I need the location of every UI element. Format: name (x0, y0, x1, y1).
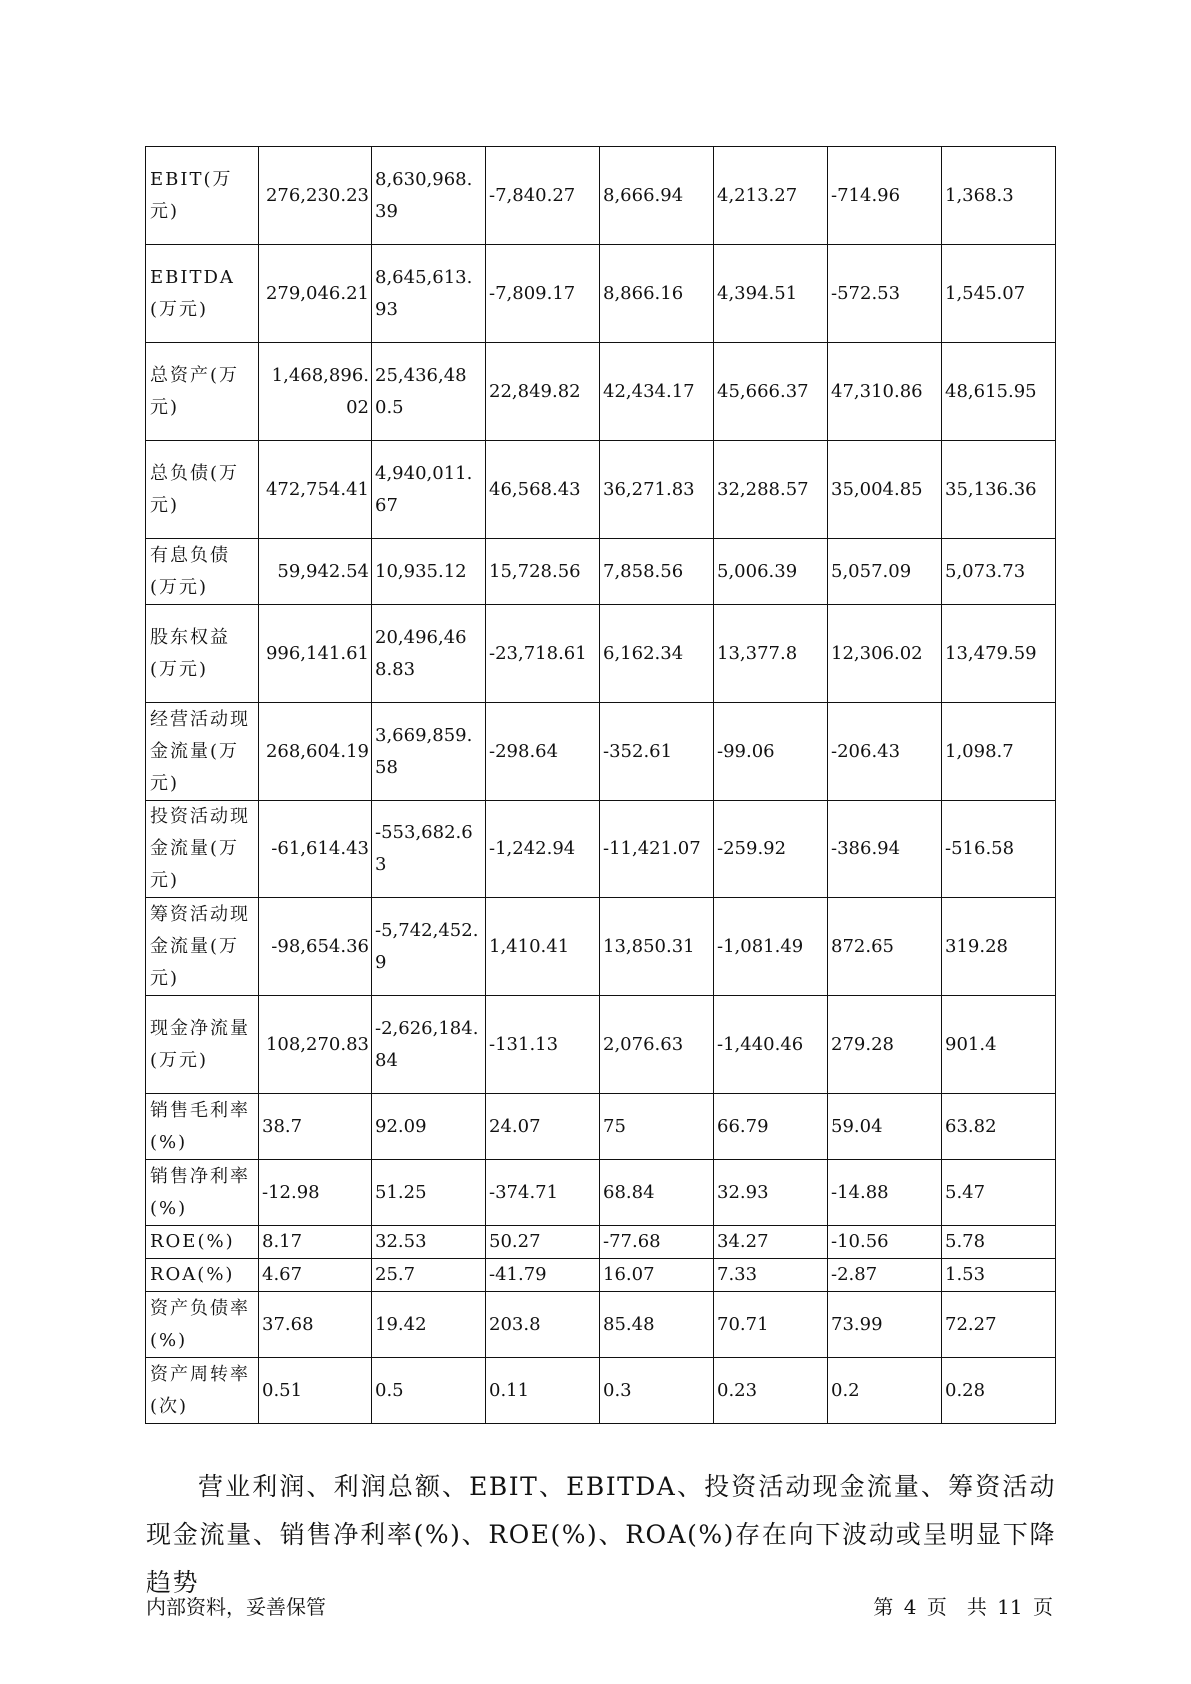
table-cell: -131.13 (486, 996, 600, 1094)
table-row (146, 1259, 1056, 1292)
table-cell: -77.68 (600, 1226, 714, 1259)
table-cell: 5.47 (942, 1160, 1056, 1226)
table-cell: 872.65 (828, 898, 942, 996)
table-cell: 19.42 (372, 1292, 486, 1358)
table-row (146, 245, 1056, 343)
table-cell: 203.8 (486, 1292, 600, 1358)
table-cell: 8,666.94 (600, 147, 714, 245)
table-cell: -714.96 (828, 147, 942, 245)
row-label: ROA(%) (146, 1259, 259, 1292)
table-cell: 8.17 (259, 1226, 372, 1259)
table-cell: 25.7 (372, 1259, 486, 1292)
table-row (146, 996, 1056, 1094)
table-cell: -41.79 (486, 1259, 600, 1292)
table-cell: 45,666.37 (714, 343, 828, 441)
table-cell: 59.04 (828, 1094, 942, 1160)
table-cell: 0.2 (828, 1358, 942, 1424)
table-cell: 10,935.12 (372, 539, 486, 605)
row-label: 总资产(万元) (146, 343, 259, 441)
row-label: 经营活动现金流量(万元) (146, 703, 259, 801)
table-cell: -386.94 (828, 801, 942, 898)
table-cell: 5,006.39 (714, 539, 828, 605)
table-cell: 0.23 (714, 1358, 828, 1424)
table-cell: 4,940,011.67 (372, 441, 486, 539)
table-cell: 4,213.27 (714, 147, 828, 245)
table-cell: 5.78 (942, 1226, 1056, 1259)
table-cell: -374.71 (486, 1160, 600, 1226)
row-label: 有息负债(万元) (146, 539, 259, 605)
table-cell: 996,141.61 (259, 605, 372, 703)
table-cell: 1,098.7 (942, 703, 1056, 801)
table-cell: 901.4 (942, 996, 1056, 1094)
table-cell: 32.53 (372, 1226, 486, 1259)
table-cell: 268,604.19 (259, 703, 372, 801)
table-cell: -12.98 (259, 1160, 372, 1226)
table-cell: 20,496,468.83 (372, 605, 486, 703)
table-row (146, 1358, 1056, 1424)
table-cell: -2,626,184.84 (372, 996, 486, 1094)
row-label: 销售毛利率(%) (146, 1094, 259, 1160)
table-cell: -61,614.43 (259, 801, 372, 898)
summary-paragraph: 营业利润、利润总额、EBIT、EBITDA、投资活动现金流量、筹资活动现金流量、销售净利率(%)、ROE(%)、ROA(%)存在向下波动或呈明显下降趋势 (146, 1472, 1056, 1597)
table-cell: -99.06 (714, 703, 828, 801)
table-cell: 35,004.85 (828, 441, 942, 539)
table-cell: 37.68 (259, 1292, 372, 1358)
row-label: 总负债(万元) (146, 441, 259, 539)
table-cell: -572.53 (828, 245, 942, 343)
table-cell: 32,288.57 (714, 441, 828, 539)
row-label: EBIT(万元) (146, 147, 259, 245)
table-cell: 35,136.36 (942, 441, 1056, 539)
table-cell: 63.82 (942, 1094, 1056, 1160)
row-label: 投资活动现金流量(万元) (146, 801, 259, 898)
table-cell: 1.53 (942, 1259, 1056, 1292)
table-cell: 47,310.86 (828, 343, 942, 441)
table-row (146, 343, 1056, 441)
table-cell: 25,436,480.5 (372, 343, 486, 441)
table-cell: 22,849.82 (486, 343, 600, 441)
table-cell: 0.5 (372, 1358, 486, 1424)
footer-confidential: 内部资料，妥善保管 (146, 1595, 326, 1619)
table-cell: 59,942.54 (259, 539, 372, 605)
row-label: 股东权益(万元) (146, 605, 259, 703)
table-cell: 32.93 (714, 1160, 828, 1226)
table-cell: 75 (600, 1094, 714, 1160)
table-cell: 7.33 (714, 1259, 828, 1292)
table-cell: 0.51 (259, 1358, 372, 1424)
table-cell: 42,434.17 (600, 343, 714, 441)
table-cell: -5,742,452.9 (372, 898, 486, 996)
table-cell: 68.84 (600, 1160, 714, 1226)
table-row (146, 1292, 1056, 1358)
table-row (146, 703, 1056, 801)
table-cell: -7,809.17 (486, 245, 600, 343)
table-cell: 4.67 (259, 1259, 372, 1292)
table-cell: 6,162.34 (600, 605, 714, 703)
table-cell: 8,866.16 (600, 245, 714, 343)
table-cell: -14.88 (828, 1160, 942, 1226)
table-cell: 2,076.63 (600, 996, 714, 1094)
table-cell: 66.79 (714, 1094, 828, 1160)
table-cell: -259.92 (714, 801, 828, 898)
row-label: EBITDA(万元) (146, 245, 259, 343)
table-cell: 8,630,968.39 (372, 147, 486, 245)
table-cell: -553,682.63 (372, 801, 486, 898)
table-row (146, 147, 1056, 245)
table-cell: 85.48 (600, 1292, 714, 1358)
table-cell: 0.11 (486, 1358, 600, 1424)
table-cell: 8,645,613.93 (372, 245, 486, 343)
table-cell: 0.3 (600, 1358, 714, 1424)
table-cell: -11,421.07 (600, 801, 714, 898)
table-cell: 4,394.51 (714, 245, 828, 343)
table-cell: 279.28 (828, 996, 942, 1094)
table-cell: 108,270.83 (259, 996, 372, 1094)
table-row (146, 1160, 1056, 1226)
table-cell: -98,654.36 (259, 898, 372, 996)
table-cell: 50.27 (486, 1226, 600, 1259)
table-cell: -2.87 (828, 1259, 942, 1292)
table-cell: 92.09 (372, 1094, 486, 1160)
table-cell: 34.27 (714, 1226, 828, 1259)
financial-table (145, 146, 1056, 1424)
table-cell: 0.28 (942, 1358, 1056, 1424)
table-cell: 3,669,859.58 (372, 703, 486, 801)
table-cell: 48,615.95 (942, 343, 1056, 441)
row-label: 筹资活动现金流量(万元) (146, 898, 259, 996)
table-cell: 319.28 (942, 898, 1056, 996)
table-cell: 73.99 (828, 1292, 942, 1358)
table-cell: 51.25 (372, 1160, 486, 1226)
table-cell: 24.07 (486, 1094, 600, 1160)
table-cell: 279,046.21 (259, 245, 372, 343)
table-cell: 16.07 (600, 1259, 714, 1292)
table-cell: 13,479.59 (942, 605, 1056, 703)
table-cell: 36,271.83 (600, 441, 714, 539)
table-cell: -352.61 (600, 703, 714, 801)
table-row (146, 539, 1056, 605)
table-cell: 5,057.09 (828, 539, 942, 605)
table-cell: -1,081.49 (714, 898, 828, 996)
table-cell: 13,377.8 (714, 605, 828, 703)
table-cell: 472,754.41 (259, 441, 372, 539)
row-label: 销售净利率(%) (146, 1160, 259, 1226)
table-cell: 7,858.56 (600, 539, 714, 605)
table-cell: 276,230.23 (259, 147, 372, 245)
table-cell: 70.71 (714, 1292, 828, 1358)
table-row (146, 1226, 1056, 1259)
table-cell: -298.64 (486, 703, 600, 801)
table-row (146, 441, 1056, 539)
table-row (146, 898, 1056, 996)
table-row (146, 605, 1056, 703)
table-row (146, 801, 1056, 898)
table-cell: 13,850.31 (600, 898, 714, 996)
table-cell: 12,306.02 (828, 605, 942, 703)
row-label: ROE(%) (146, 1226, 259, 1259)
table-cell: 1,468,896.02 (259, 343, 372, 441)
table-cell: -23,718.61 (486, 605, 600, 703)
table-body (146, 147, 1056, 1424)
table-cell: 1,545.07 (942, 245, 1056, 343)
row-label: 资产周转率(次) (146, 1358, 259, 1424)
table-cell: -1,242.94 (486, 801, 600, 898)
table-cell: 1,368.3 (942, 147, 1056, 245)
table-cell: 5,073.73 (942, 539, 1056, 605)
table-cell: 15,728.56 (486, 539, 600, 605)
table-cell: -10.56 (828, 1226, 942, 1259)
footer-page-number: 第 4 页 共 11 页 (873, 1595, 1053, 1619)
table-cell: 46,568.43 (486, 441, 600, 539)
row-label: 资产负债率(%) (146, 1292, 259, 1358)
table-cell: -206.43 (828, 703, 942, 801)
table-cell: 1,410.41 (486, 898, 600, 996)
table-cell: -516.58 (942, 801, 1056, 898)
table-cell: -7,840.27 (486, 147, 600, 245)
table-cell: 38.7 (259, 1094, 372, 1160)
table-cell: 72.27 (942, 1292, 1056, 1358)
table-cell: -1,440.46 (714, 996, 828, 1094)
table-row (146, 1094, 1056, 1160)
row-label: 现金净流量(万元) (146, 996, 259, 1094)
